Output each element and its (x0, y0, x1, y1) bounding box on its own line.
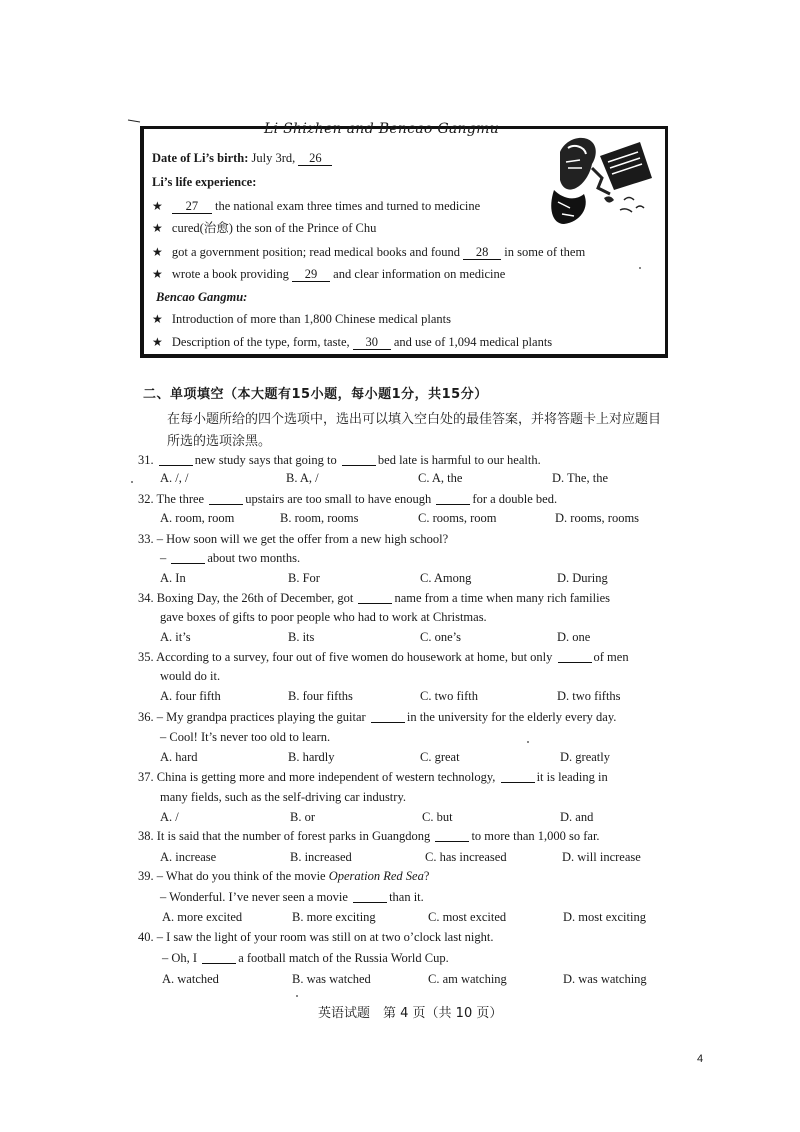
option-d[interactable]: D. was watching (563, 972, 647, 986)
bullet-text: and clear information on medicine (333, 267, 506, 281)
option-d[interactable]: D. two fifths (557, 689, 621, 703)
option-c[interactable]: C. am watching (428, 972, 507, 986)
option-c[interactable]: C. one’s (420, 630, 461, 644)
question-text: – Wonderful. I’ve never seen a movie (160, 890, 348, 904)
question-33 (138, 533, 448, 546)
question-text: – My grandpa practices playing the guitar (156, 710, 366, 724)
question-40 (138, 931, 494, 944)
question-38 (138, 830, 600, 843)
box-title: Li Shizhen and Bencao Gangmu (264, 121, 500, 137)
question-number: 31. (138, 453, 154, 467)
blank-29: 29 (292, 268, 330, 282)
option-c[interactable]: C. rooms, room (418, 511, 497, 525)
question-34 (138, 592, 610, 605)
question-37 (138, 771, 608, 784)
option-d[interactable]: D. and (560, 810, 594, 824)
blank-28: 28 (463, 246, 501, 260)
option-b[interactable]: B. its (288, 630, 315, 644)
birth-label: Date of Li’s birth: (152, 151, 249, 165)
question-text: The three (156, 492, 205, 506)
star-icon: ★ (152, 335, 163, 349)
star-icon: ★ (152, 245, 163, 259)
option-b[interactable]: B. increased (290, 850, 352, 864)
question-number: 36. (138, 710, 154, 724)
option-c[interactable]: C. A, the (418, 471, 463, 485)
question-number: 37. (138, 770, 154, 784)
question-number: 40. (138, 930, 154, 944)
blank-26: 26 (298, 152, 332, 166)
movie-title: Operation Red Sea (328, 869, 424, 883)
birth-value: July 3rd, (251, 151, 296, 165)
bullet-29 (152, 268, 505, 282)
question-37-line2: many fields, such as the self-driving car industry. (160, 790, 407, 804)
option-b[interactable]: B. hardly (288, 750, 335, 764)
question-32 (138, 493, 557, 506)
bullet-text: wrote a book providing (171, 267, 289, 281)
question-number: 32. (138, 492, 154, 506)
question-40-line2 (162, 952, 449, 965)
question-text: it is leading in (536, 770, 608, 784)
star-icon: ★ (152, 199, 163, 213)
bencao-text: Description of the type, form, taste, (171, 335, 350, 349)
question-text: bed late is harmful to our health. (377, 453, 541, 467)
question-text: new study says that going to (194, 453, 337, 467)
option-c[interactable]: C. Among (420, 571, 472, 585)
blank-30: 30 (353, 336, 391, 350)
question-33-line2 (160, 552, 300, 565)
question-text: – I saw the light of your room was still on at two o’clock last night. (156, 930, 494, 944)
question-text: – Oh, I (162, 951, 198, 965)
question-text: about two months. (207, 551, 301, 565)
option-a[interactable]: A. four fifth (160, 689, 221, 703)
bullet-text: cured(治愈) the son of the Prince of Chu (171, 221, 377, 235)
option-b[interactable]: B. room, rooms (280, 511, 359, 525)
option-b[interactable]: B. four fifths (288, 689, 353, 703)
option-d[interactable]: D. one (557, 630, 591, 644)
question-text: name from a time when many rich families (394, 591, 610, 605)
life-label: Li’s life experience: (152, 175, 257, 189)
question-text: – How soon will we get the offer from a new high school? (156, 532, 449, 546)
question-number: 33. (138, 532, 154, 546)
question-number: 38. (138, 829, 154, 843)
option-a[interactable]: A. room, room (160, 511, 235, 525)
question-text: than it. (389, 890, 424, 904)
question-text: – What do you think of the movie (156, 869, 326, 883)
option-b[interactable]: B. or (290, 810, 315, 824)
question-number: 35. (138, 650, 154, 664)
question-39-line2 (160, 891, 424, 904)
blank-27: 27 (172, 200, 212, 214)
star-icon: ★ (152, 267, 163, 281)
question-number: 39. (138, 869, 154, 883)
option-b[interactable]: B. For (288, 571, 320, 585)
option-c[interactable]: C. but (422, 810, 453, 824)
option-a[interactable]: A. increase (160, 850, 217, 864)
bencao-item-1 (152, 313, 451, 326)
question-text: China is getting more and more independent of western technology, (156, 770, 496, 784)
bullet-27 (152, 200, 480, 214)
bullet-text: the national exam three times and turned to medicine (215, 199, 481, 213)
question-number: 34. (138, 591, 154, 605)
question-34-line2: gave boxes of gifts to poor people who had to work at Christmas. (160, 610, 487, 624)
question-35 (138, 651, 629, 664)
bencao-text: Introduction of more than 1,800 Chinese medical plants (171, 312, 451, 326)
option-d[interactable]: D. most exciting (563, 910, 646, 924)
option-a[interactable]: A. more excited (162, 910, 243, 924)
option-b[interactable]: B. A, / (286, 471, 319, 485)
page-number: 4 (697, 1053, 704, 1065)
question-text: for a double bed. (472, 492, 558, 506)
question-39 (138, 870, 429, 883)
option-d[interactable]: D. The, the (552, 471, 609, 485)
question-text: upstairs are too small to have enough (245, 492, 432, 506)
question-36-line2: – Cool! It’s never too old to learn. (160, 730, 331, 744)
question-text: Boxing Day, the 26th of December, got (156, 591, 354, 605)
instructions-line-1: 在每小题所给的四个选项中，选出可以填入空白处的最佳答案，并将答题卡上对应题目 (167, 412, 662, 427)
option-d[interactable]: D. greatly (560, 750, 610, 764)
option-c[interactable]: C. great (420, 750, 460, 764)
question-text: According to a survey, four out of five women do housework at home, but only (156, 650, 553, 664)
star-icon: ★ (152, 221, 163, 235)
question-text: a football match of the Russia World Cup. (238, 951, 449, 965)
option-b[interactable]: B. more exciting (292, 910, 376, 924)
option-c[interactable]: C. two fifth (420, 689, 478, 703)
question-text: to more than 1,000 so far. (471, 829, 600, 843)
option-c[interactable]: C. has increased (425, 850, 507, 864)
bencao-item-2 (152, 336, 552, 350)
option-a[interactable]: A. it’s (160, 630, 191, 644)
option-d[interactable]: D. During (557, 571, 608, 585)
bullet-28 (152, 246, 585, 260)
question-35-line2: would do it. (160, 669, 221, 683)
option-c[interactable]: C. most excited (428, 910, 507, 924)
star-icon: ★ (152, 312, 163, 326)
bullet-text: got a government position; read medical books and found (171, 245, 461, 259)
question-text: of men (593, 650, 629, 664)
bencao-label: Bencao Gangmu: (156, 290, 248, 304)
bullet-text: in some of them (504, 245, 586, 259)
section-title: 二、单项填空（本大题有15小题，每小题1分，共15分） (143, 387, 488, 402)
option-a[interactable]: A. In (160, 571, 186, 585)
bencao-text: and use of 1,094 medical plants (393, 335, 553, 349)
bullet-cured (152, 222, 376, 235)
question-text: It is said that the number of forest parks in Guangdong (156, 829, 431, 843)
option-b[interactable]: B. was watched (292, 972, 371, 986)
option-d[interactable]: D. rooms, rooms (555, 511, 640, 525)
option-a[interactable]: A. hard (160, 750, 198, 764)
option-d[interactable]: D. will increase (562, 850, 641, 864)
question-31 (138, 454, 541, 467)
question-text: in the university for the elderly every day. (406, 710, 617, 724)
question-text: ? (423, 869, 430, 883)
option-a[interactable]: A. /, / (160, 471, 189, 485)
instructions-line-2: 所选的选项涂黑。 (167, 434, 272, 449)
li-shizhen-portrait-image (540, 128, 656, 228)
question-36 (138, 711, 616, 724)
question-text: – (160, 551, 167, 565)
page-footer: 英语试题 第 4 页（共 10 页） (318, 1006, 503, 1021)
option-a[interactable]: A. watched (162, 972, 219, 986)
birth-line (152, 152, 332, 166)
option-a[interactable]: A. / (160, 810, 179, 824)
